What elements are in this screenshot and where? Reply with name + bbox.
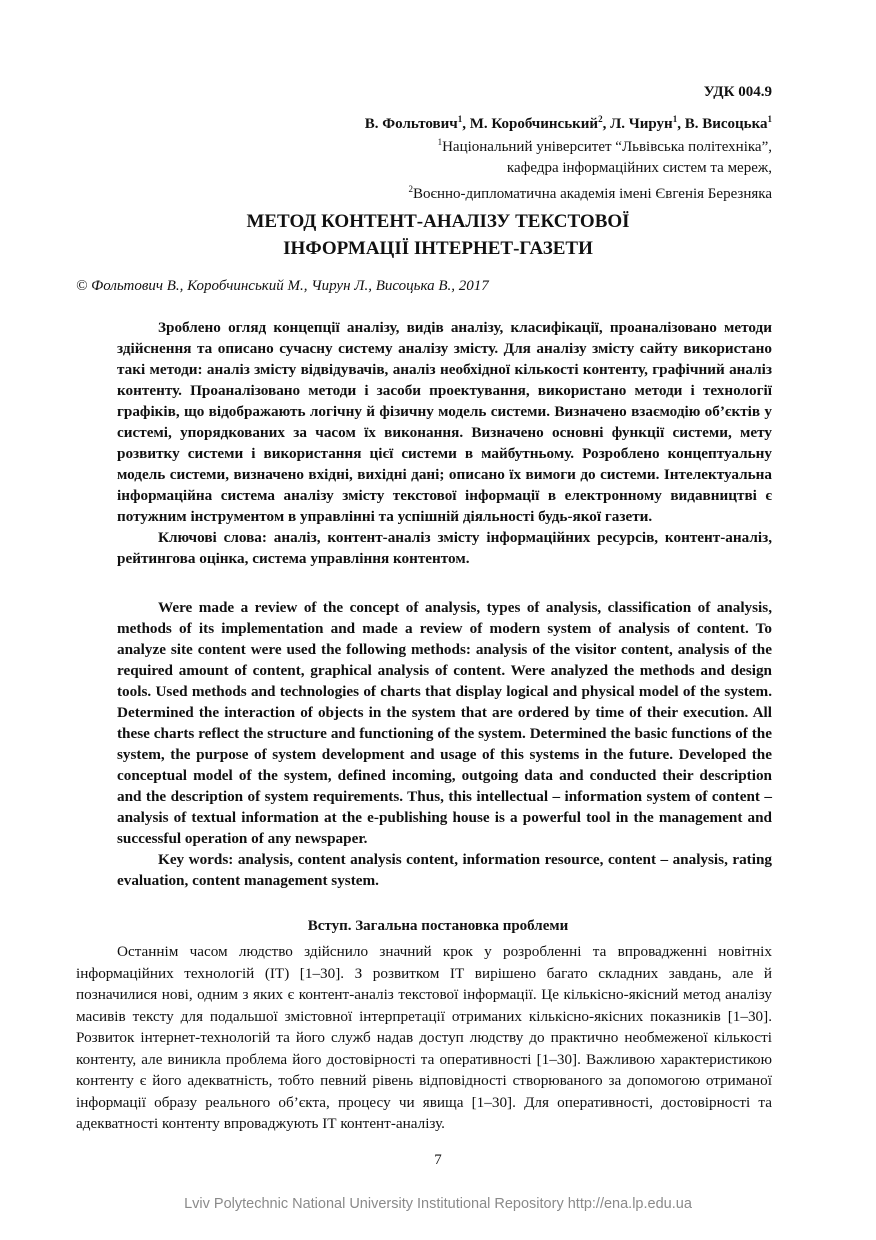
section-heading: Вступ. Загальна постановка проблеми: [307, 918, 569, 934]
abstract-text: Зроблено огляд концепції аналізу, видів аналізу, класифікації, проаналізовано методи здійснення та описано сучасну систему аналізу змісту. Для аналізу змісту сайту використано такі методи: аналіз змісту відвідувачів, аналіз необхідної кількості контенту, графічний аналіз контенту. Проаналізовано методи і засоби проектування, використано методи і технології графіків, що відображають логічну й фізичну модель системи. Визначено взаємодію об’єктів у системі, упорядкованих за часом їх виконання. Визначено основні функції системи, мету розвитку системи і використання цієї системи в майбутньому. Розроблено концептуальну модель системи, визначено вхідні, вихідні дані; описано їх вимоги до системи. Інтелектуальна інформаційна система аналізу змісту текстової інформації в електронному видавництві є потужним інструментом в управлінні та успішній діяльності будь-якої газети.: [117, 319, 772, 525]
author-name: Л. Чирун: [610, 116, 673, 132]
affiliation-mark: 1: [437, 137, 443, 147]
keywords-ukrainian: Ключові слова: аналіз, контент-аналіз змісту інформаційних ресурсів, контент-аналіз, рейтингова оцінка, система управління контентом.: [117, 529, 772, 567]
affiliation-line: кафедра інформаційних систем та мереж,: [506, 160, 772, 176]
author-list: [365, 114, 772, 133]
affiliation-mark: 2: [408, 184, 414, 194]
copyright-line: © Фольтович В., Коробчинський М., Чирун Л., Висоцька В., 2017: [76, 278, 489, 294]
author-separator: ,: [602, 116, 611, 132]
paper-title: [0, 208, 876, 262]
affiliation-1: [409, 132, 772, 205]
author-affiliation-mark: 1: [767, 114, 772, 124]
author-affiliation-mark: 1: [457, 114, 463, 124]
keywords-english: Key words: analysis, content analysis content, information resource, content – analysis, rating evaluation, content management system.: [117, 851, 772, 889]
affiliation-line: Воєнно-дипломатична академія імені Євгенія Березняка: [413, 186, 772, 202]
udk-code: УДК 004.9: [703, 84, 772, 100]
author-affiliation-mark: 2: [598, 114, 603, 124]
introduction-paragraph: Останнім часом людство здійснило значний крок у розробленні та впровадженні новітніх інформаційних технологій (ІТ) [1–30]. З розвитком ІТ вирішено багато складних завдань, але й позначилися нові, одним з яких є контент-аналіз текстової інформації. Це кількісно-якісний метод аналізу масивів тексту для подальшої змістовної інтерпретації отриманих кількісно-якісних показників [1–30]. Розвиток інтернет-технологій та його служб надав доступ людству до практично необмеженої кількості контенту, але виникла проблема його достовірності та оперативності [1–30]. Важливою характеристикою контенту є його адекватність, тобто певний рівень відповідності створюваного за допомогою отриманої інформації образу реального об’єкта, процесу чи явища [1–30]. Для оперативності, достовірності та адекватності контенту впроваджують ІТ контент-аналізу.: [76, 943, 772, 1132]
abstract-text: Were made a review of the concept of analysis, types of analysis, classification of analysis, methods of its implementation and made a review of modern system of analysis of content. To analyze site content were used the following methods: analysis of the visitor content, analysis of the required amount of content, graphical analysis of content. Were analyzed the methods and design tools. Used methods and technologies of charts that display logical and physical model of the system. Determined the interaction of objects in the system that are ordered by time of their execution. All these charts reflect the structure and functioning of the system. Determined the basic functions of the system, the purpose of system development and usage of this systems in the future. Developed the conceptual model of the system, defined incoming, outgoing data and conducted their description and the description of system requirements. Thus, this intellectual – information system of content – analysis of textual information at the e-publishing house is a powerful tool in the management and successful operation of any newspaper.: [117, 599, 772, 847]
author-affiliation-mark: 1: [672, 114, 678, 124]
page-number: 7: [434, 1152, 442, 1168]
author-separator: ,: [462, 116, 470, 132]
title-line-2: ІНФОРМАЦІЇ ІНТЕРНЕТ-ГАЗЕТИ: [283, 238, 593, 259]
repository-footer: Lviv Polytechnic National University Institutional Repository http://ena.lp.edu.ua: [184, 1196, 692, 1212]
abstract-ukrainian: [117, 317, 772, 569]
author-name: В. Висоцька: [684, 116, 768, 132]
author-name: В. Фольтович: [364, 116, 458, 132]
introduction-section: [76, 941, 772, 1135]
title-line-1: МЕТОД КОНТЕНТ-АНАЛІЗУ ТЕКСТОВОЇ: [246, 211, 630, 232]
author-separator: ,: [677, 116, 685, 132]
affiliation-line: Національний університет “Львівська політехніка”,: [442, 139, 772, 155]
author-name: М. Коробчинський: [469, 116, 599, 132]
abstract-english: [117, 597, 772, 891]
